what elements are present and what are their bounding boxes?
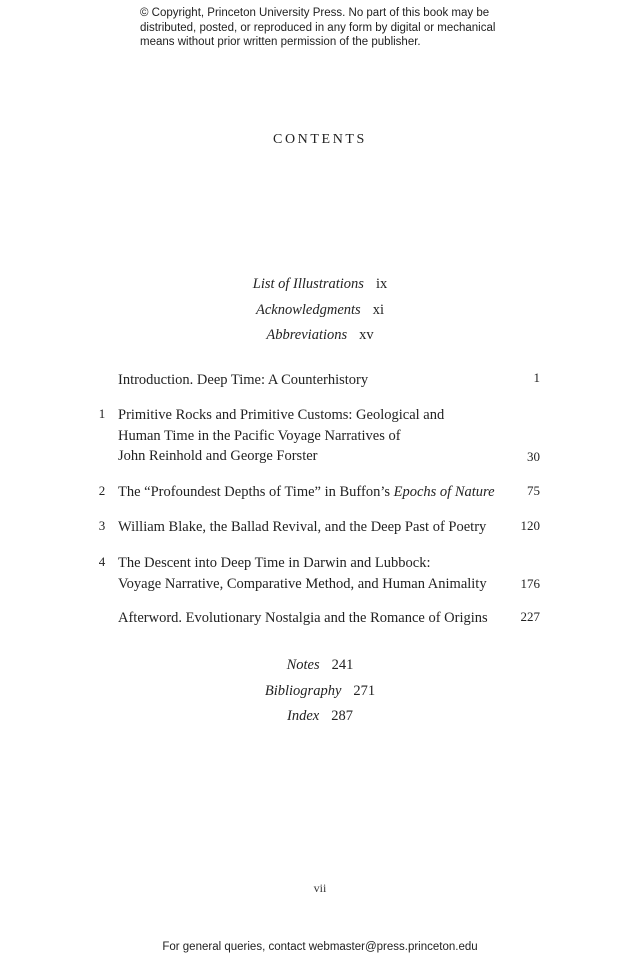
copyright-notice	[140, 6, 540, 50]
back-matter-item	[0, 681, 640, 707]
chapter-title-line: William Blake, the Ballad Revival, and the Deep Past of Poetry	[118, 519, 487, 535]
chapter-page: 75	[527, 483, 540, 498]
chapter-page: 227	[520, 609, 540, 624]
chapter-title-line: The Descent into Deep Time in Darwin and Lubbock:	[118, 555, 431, 571]
front-matter-item	[0, 300, 640, 326]
copyright-line: © Copyright, Princeton University Press. No part of this book may be	[140, 7, 490, 19]
back-matter-item	[0, 706, 640, 732]
contents-heading: CONTENTS	[273, 132, 367, 147]
back-matter-item	[0, 655, 640, 681]
front-matter-list	[0, 274, 640, 351]
copyright-line: means without prior written permission of the publisher.	[140, 36, 421, 48]
chapter-title-line: Primitive Rocks and Primitive Customs: Geological and	[118, 407, 445, 423]
front-matter-item	[0, 274, 640, 300]
front-matter-page: xv	[359, 327, 374, 343]
chapter-page: 176	[520, 576, 540, 591]
front-matter-page: xi	[372, 301, 384, 318]
chapter-number: 3	[98, 518, 106, 533]
page-number: vii	[313, 881, 327, 895]
back-matter-title: Bibliography	[264, 682, 342, 699]
chapter-title-line: Afterword. Evolutionary Nostalgia and the Romance of Origins	[118, 610, 488, 626]
chapter-title-line: Introduction. Deep Time: A Counterhistory	[118, 372, 369, 388]
chapter-title	[118, 370, 503, 391]
chapter-title-italic: Epochs of Nature	[393, 484, 495, 500]
chapter-page: 1	[533, 370, 540, 385]
chapter-title	[118, 553, 503, 594]
front-matter-title: List of Illustrations	[252, 276, 364, 292]
back-matter-page: 287	[331, 708, 353, 724]
chapter-page: 30	[527, 449, 540, 464]
chapter-number: 4	[98, 554, 106, 569]
chapter-page: 120	[520, 518, 540, 533]
chapter-title-line: The “Profoundest Depths of Time” in Buffon’s	[118, 484, 394, 500]
chapter-title-line: Human Time in the Pacific Voyage Narratives of	[118, 427, 401, 444]
back-matter-title: Notes	[286, 657, 320, 673]
chapter-number: 2	[98, 483, 106, 498]
back-matter-title: Index	[287, 708, 320, 724]
chapter-title	[118, 405, 503, 467]
front-matter-title: Abbreviations	[266, 327, 348, 343]
contact-footer: For general queries, contact webmaster@press.princeton.edu	[162, 941, 478, 953]
back-matter-list	[0, 655, 640, 732]
chapter-title-line: John Reinhold and George Forster	[118, 448, 318, 464]
copyright-line: distributed, posted, or reproduced in any form by digital or mechanical	[140, 21, 496, 34]
front-matter-page: ix	[375, 276, 388, 292]
back-matter-page: 271	[353, 682, 376, 699]
chapter-title	[118, 482, 503, 503]
front-matter-title: Acknowledgments	[256, 301, 361, 318]
chapter-title	[118, 517, 503, 538]
chapter-number: 1	[98, 406, 106, 421]
back-matter-page: 241	[331, 657, 354, 673]
chapter-title-line: Voyage Narrative, Comparative Method, and Human Animality	[118, 575, 487, 592]
front-matter-item	[0, 325, 640, 351]
chapter-title	[118, 608, 503, 629]
